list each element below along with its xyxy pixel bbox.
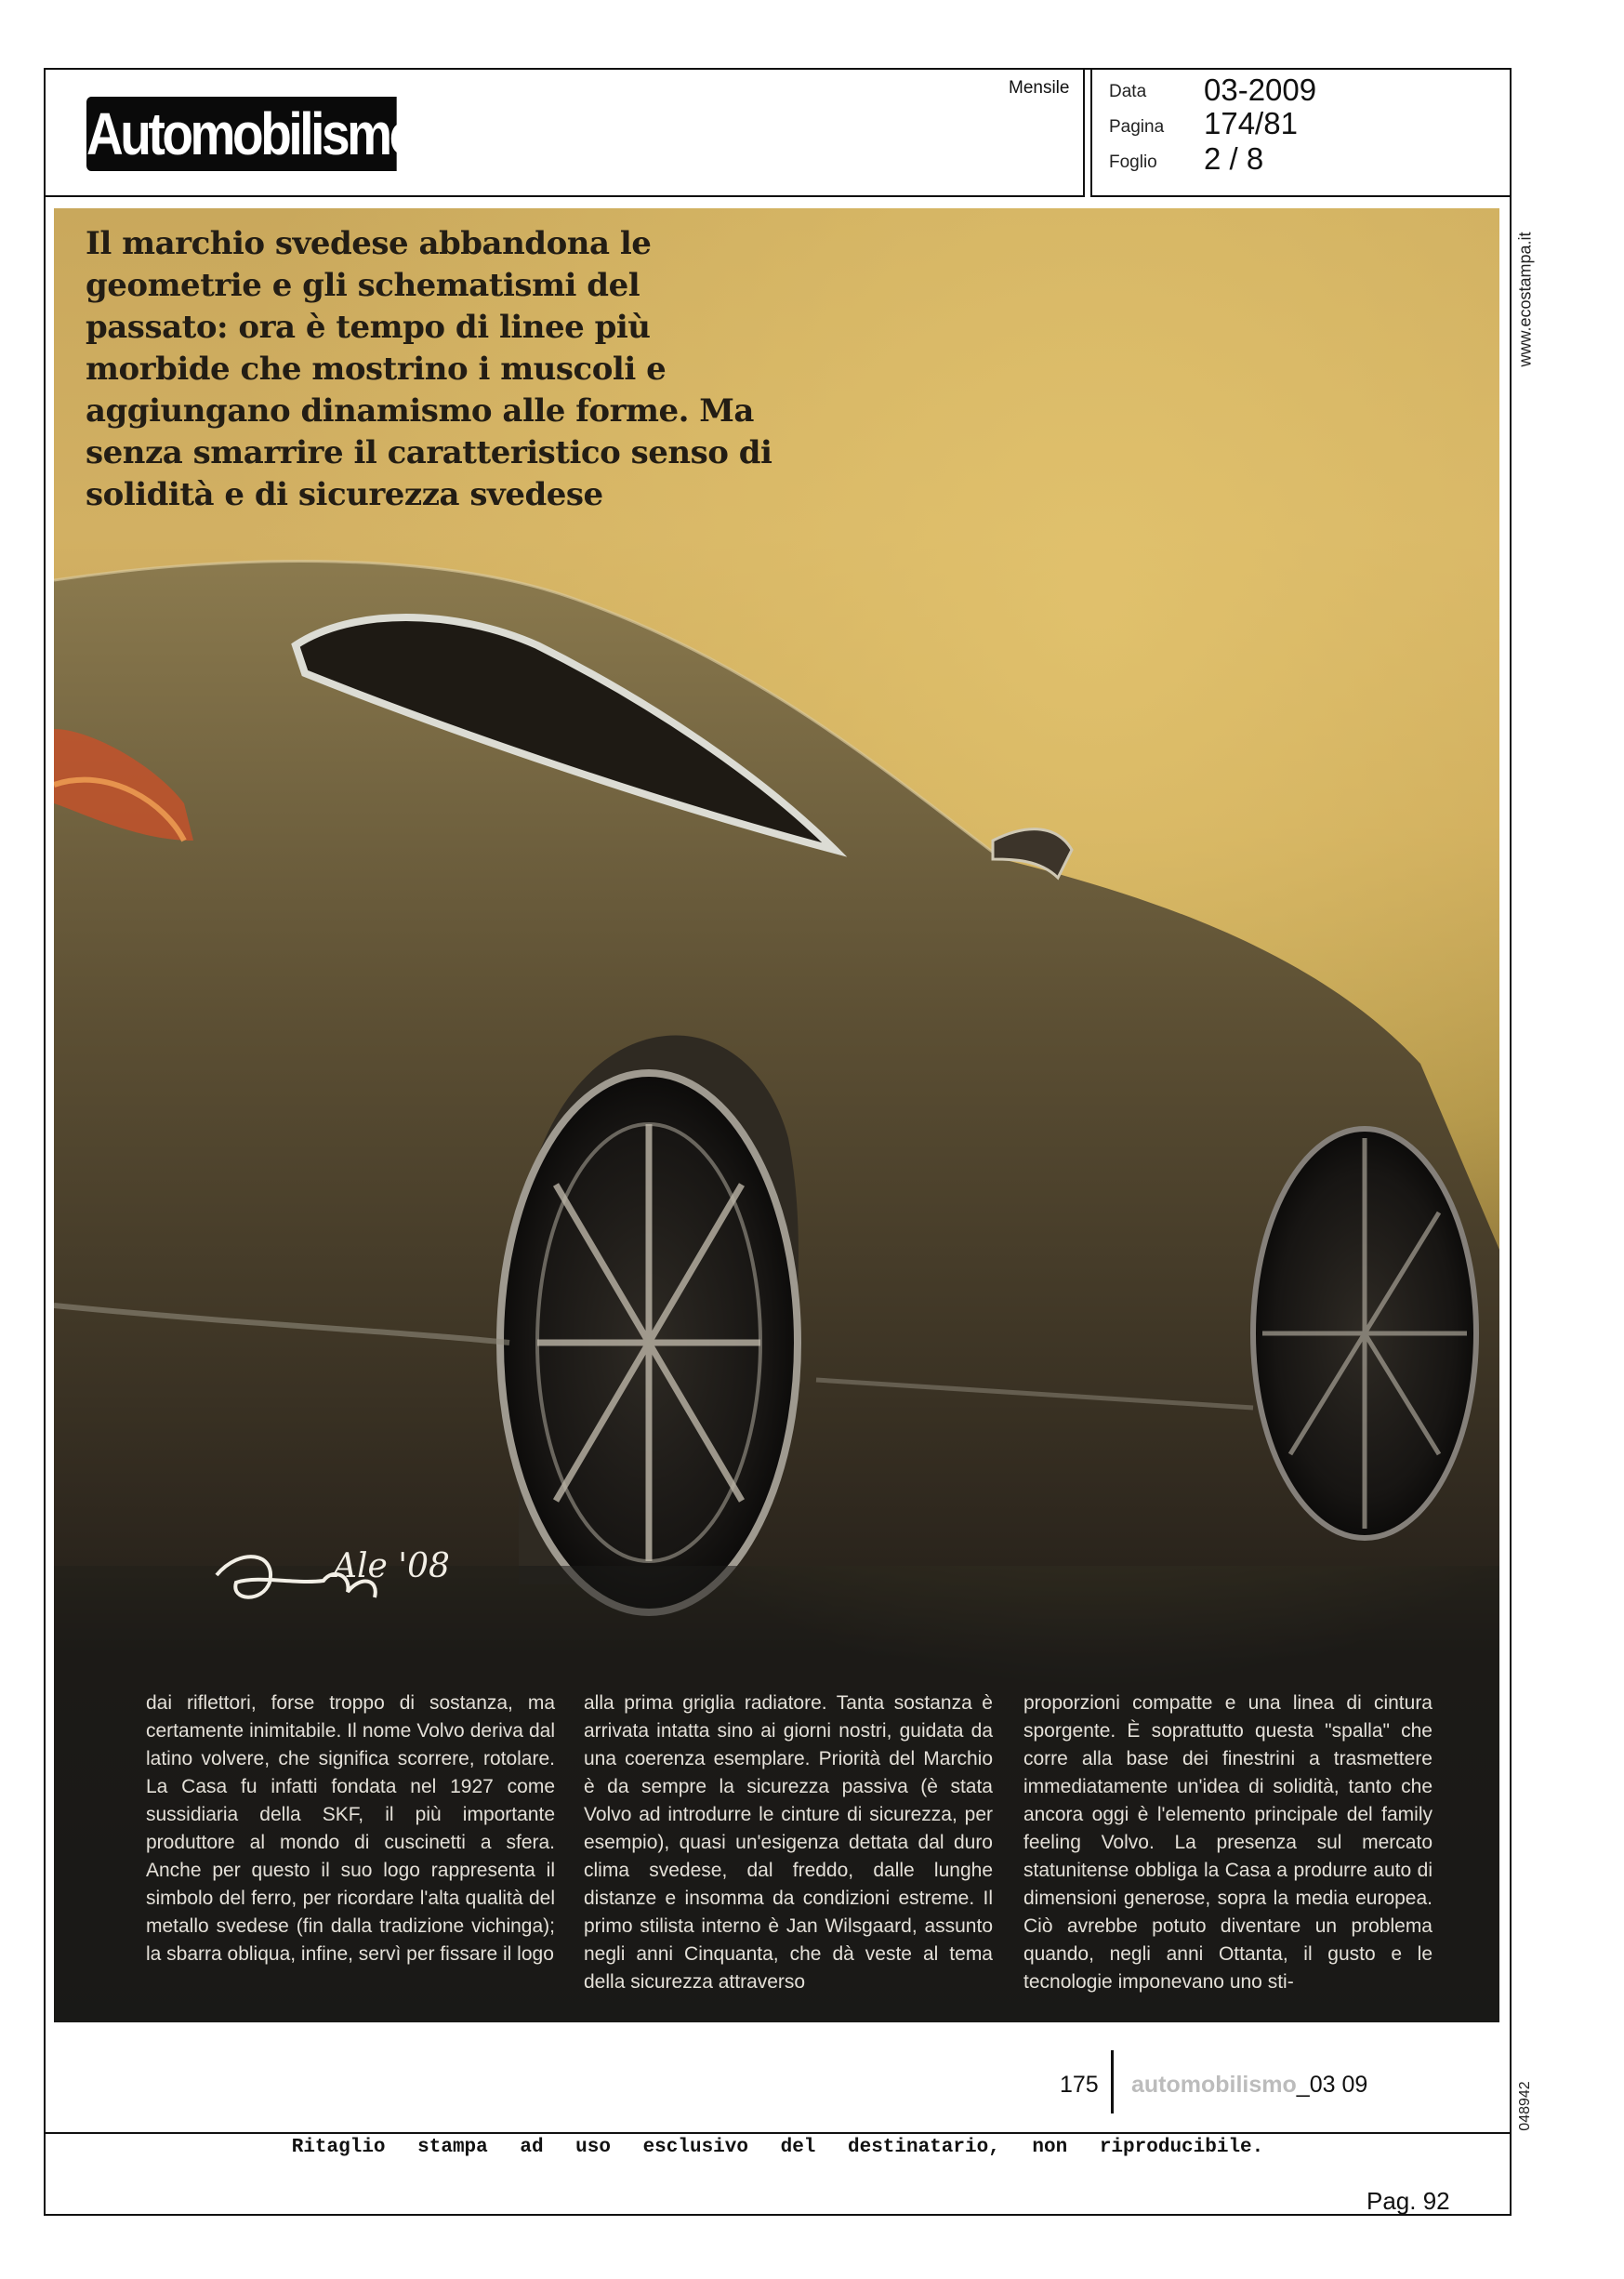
- article-lead: Il marchio svedese abbandona le geometrie e gli schematismi del passato: ora è tempo di linee più morbide che mostrino i muscoli e aggiungano dinamismo alle forme. Ma senza smarrire il caratteristico senso di solidità e di sicurezza svedese: [86, 225, 772, 513]
- signature-text: Ale '08: [333, 1547, 450, 1585]
- meta-page-label: Pagina: [1109, 117, 1165, 137]
- meta-sheet-value: 2 / 8: [1204, 141, 1264, 176]
- page-number: 175: [1060, 2072, 1099, 2098]
- article-column-1: dai riflettori, forse troppo di sostanza, ma certamente inimitabile. Il nome Volvo deriva dal latino volvere, che significa scorrere, rotolare. La Casa fu infatti fondata nel 1927 come sussidiaria della SKF, il più importante produttore al mondo di cuscinetti a sfera. Anche per questo il suo logo rappresenta il simbolo del ferro, per ricordare l'alta qualità del metallo svedese (fin dalla tradizione vichinga); la sbarra obliqua, infine, servì per fissare il logo: [146, 1692, 555, 1965]
- side-url-text: www.ecostampa.it: [1515, 232, 1535, 367]
- issue-code: _03 09: [1296, 2072, 1368, 2098]
- magazine-name: automobilismo: [1131, 2072, 1297, 2098]
- periodicity-label: Mensile: [1009, 78, 1070, 98]
- publication-logo: Automobilismo: [86, 97, 397, 171]
- disclaimer-text: Ritaglio stampa ad uso esclusivo del destinatario, non riproducibile.: [291, 2137, 1264, 2158]
- meta-sheet-label: Foglio: [1109, 152, 1157, 172]
- magazine-reference: [1131, 2072, 1367, 2099]
- footer-separator: [1111, 2050, 1114, 2113]
- side-url: [1512, 216, 1539, 383]
- meta-date-label: Data: [1109, 82, 1147, 101]
- side-code-text: 048942: [1517, 2081, 1533, 2131]
- disclaimer-divider: [44, 2132, 1512, 2134]
- clipping-page-number: Pag. 92: [1367, 2187, 1450, 2215]
- meta-page-value: 174/81: [1204, 106, 1298, 140]
- side-code: [1512, 2069, 1539, 2143]
- article-column-3: proporzioni compatte e una linea di cintura sporgente. È soprattutto questa "spalla" che corre alla base dei finestrini a trasmettere immediatamente un'idea di solidità, tanto che ancora oggi è l'elemento principale del family feeling Volvo. La presenza sul mercato statunitense obbliga la Casa a produrre auto di dimensioni generose, sopra la media europea. Ciò avrebbe potuto diventare un problema quando, negli anni Ottanta, il gusto e le tecnologie imponevano uno sti-: [1023, 1692, 1433, 1993]
- meta-date-value: 03-2009: [1204, 73, 1317, 107]
- article-column-2: alla prima griglia radiatore. Tanta sostanza è arrivata intatta sino ai giorni nostri, guidata da una coerenza esemplare. Priorità del Marchio è da sempre la sicurezza passiva (è stata Volvo ad introdurre le cinture di sicurezza, per esempio), quasi un'esigenza dettata dal duro clima svedese, dal freddo, dalle lunghe distanze e insomma da condizioni estreme. Il primo stilista interno è Jan Wilsgaard, assunto negli anni Cinquanta, che dà veste al tema della sicurezza attraverso: [584, 1692, 993, 1993]
